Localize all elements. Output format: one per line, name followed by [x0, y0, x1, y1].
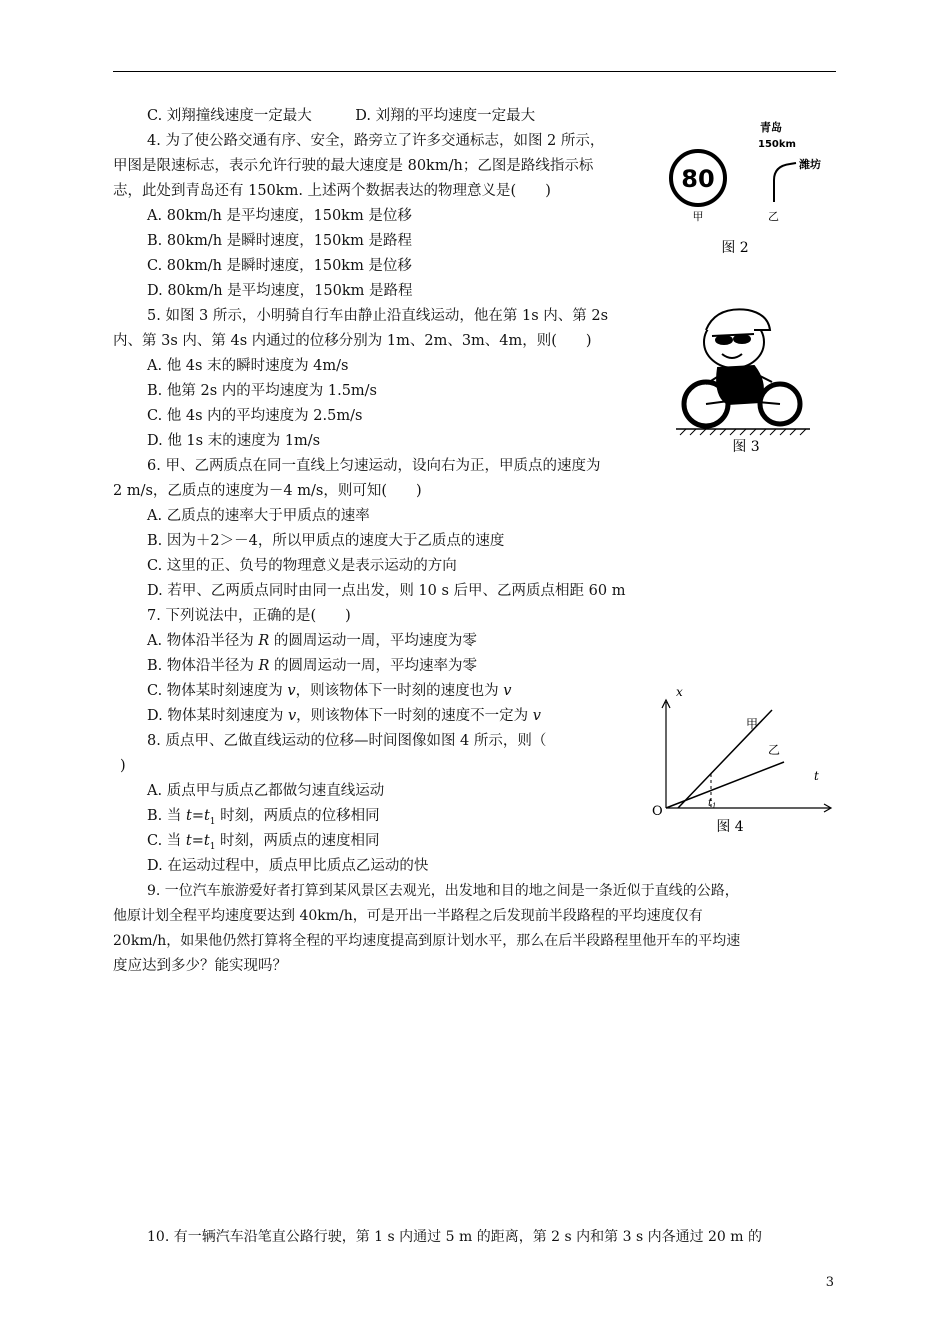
- label-jia: 甲: [692, 210, 704, 223]
- option-a: A. 80km/h 是平均速度，150km 是位移: [147, 208, 412, 224]
- question-7: 7. 下列说法中，正确的是( ): [147, 608, 351, 624]
- speed-limit-value: 80: [681, 165, 715, 193]
- question-4: 4. 为了使公路交通有序、安全，路旁立了许多交通标志，如图 2 所示，: [147, 133, 605, 149]
- option-c: C. 物体某时刻速度为 v，则该物体下一时刻的速度也为 v: [147, 683, 512, 699]
- distance-label: 150km: [758, 139, 796, 150]
- question-5: 5. 如图 3 所示，小明骑自行车由静止沿直线运动，他在第 1s 内、第 2s: [147, 308, 609, 324]
- question-9: 9. 一位汽车旅游爱好者打算到某风景区去观光，出发地和目的地之间是一条近似于直线的公路，: [147, 883, 739, 899]
- option-b: B. 当 $t=t_1$ 时刻，两质点的位移相同: [147, 808, 380, 827]
- text-line: 他原计划全程平均速度要达到 40km/h，可是开出一半路程之后发现前半段路程的平均速度仅有: [113, 908, 703, 924]
- option-a: A. 他 4s 末的瞬时速度为 4m/s: [147, 358, 349, 374]
- x-axis-label: x: [676, 685, 683, 699]
- figure-2: [660, 118, 840, 258]
- city-weifang: 潍坊: [799, 158, 821, 171]
- question-8: 8. 质点甲、乙做直线运动的位移—时间图像如图 4 所示，则（: [147, 733, 547, 749]
- text-line: 志，此处到青岛还有 150km. 上述两个数据表达的物理意义是( ): [113, 183, 551, 199]
- cyclist-illustration: [684, 309, 800, 426]
- option-d: D. 他 1s 末的速度为 1m/s: [147, 433, 321, 449]
- label-yi: 乙: [768, 210, 779, 223]
- question-10: 10. 有一辆汽车沿笔直公路行驶，第 1 s 内通过 5 m 的距离，第 2 s 内和第 3 s 内各通过 20 m 的: [147, 1229, 763, 1245]
- text-line: 甲图是限速标志，表示允许行驶的最大速度是 80km/h；乙图是路线指示标: [113, 158, 594, 174]
- text-line: C. 刘翔撞线速度一定最大 D. 刘翔的平均速度一定最大: [147, 108, 536, 124]
- line-yi: [666, 762, 784, 808]
- text-line: 度应达到多少？能实现吗？: [113, 958, 287, 974]
- option-b: B. 80km/h 是瞬时速度，150km 是路程: [147, 233, 413, 249]
- line-jia-label: 甲: [746, 717, 759, 731]
- figure-4-caption: 图 4: [716, 819, 744, 835]
- text-line: 内、第 3s 内、第 4s 内通过的位移分别为 1m、2m、3m、4m，则( ): [113, 333, 592, 349]
- page-number: 3: [825, 1275, 834, 1290]
- text-line: 2 m/s，乙质点的速度为－4 m/s，则可知( ): [113, 483, 422, 499]
- option-b: B. 物体沿半径为 R 的圆周运动一周，平均速率为零: [147, 658, 478, 674]
- option-a: A. 乙质点的速率大于甲质点的速率: [147, 508, 370, 524]
- option-c: C. 他 4s 内的平均速度为 2.5m/s: [147, 408, 363, 424]
- option-a: A. 物体沿半径为 R 的圆周运动一周，平均速度为零: [147, 633, 477, 649]
- text-line: 20km/h，如果他仍然打算将全程的平均速度提高到原计划水平，那么在后半段路程里他开车的平均速: [113, 933, 741, 949]
- route-arrow: [774, 163, 796, 202]
- t-axis-label: t: [814, 769, 819, 783]
- city-qingdao: 青岛: [760, 121, 782, 134]
- option-c: C. 这里的正、负号的物理意义是表示运动的方向: [147, 558, 457, 574]
- figure-2-caption: 图 2: [721, 240, 749, 256]
- question-6: 6. 甲、乙两质点在同一直线上匀速运动，设向右为正，甲质点的速度为: [147, 458, 601, 474]
- line-yi-label: 乙: [768, 743, 781, 757]
- option-a: A. 质点甲与质点乙都做匀速直线运动: [147, 783, 385, 799]
- option-c: C. 80km/h 是瞬时速度，150km 是位移: [147, 258, 412, 274]
- ground-hatching: [680, 429, 806, 435]
- option-d: D. 在运动过程中，质点甲比质点乙运动的快: [147, 858, 429, 874]
- option-c: C. 当 $t=t_1$ 时刻，两质点的速度相同: [147, 833, 380, 852]
- option-b: B. 他第 2s 内的平均速度为 1.5m/s: [147, 383, 378, 399]
- figure-3-caption: 图 3: [732, 439, 760, 455]
- figure-4: [648, 680, 838, 840]
- option-b: B. 因为＋2＞－4，所以甲质点的速度大于乙质点的速度: [147, 533, 505, 549]
- origin-label: O: [652, 804, 663, 819]
- text-line: ): [120, 758, 126, 774]
- header-rule: [113, 71, 836, 72]
- option-d: D. 80km/h 是平均速度，150km 是路程: [147, 283, 413, 299]
- figure-3: [676, 300, 816, 460]
- t1-label: $t_1$: [708, 798, 717, 810]
- option-d: D. 物体某时刻速度为 v，则该物体下一时刻的速度不一定为 v: [147, 708, 541, 724]
- option-d: D. 若甲、乙两质点同时由同一点出发，则 10 s 后甲、乙两质点相距 60 m: [147, 583, 626, 599]
